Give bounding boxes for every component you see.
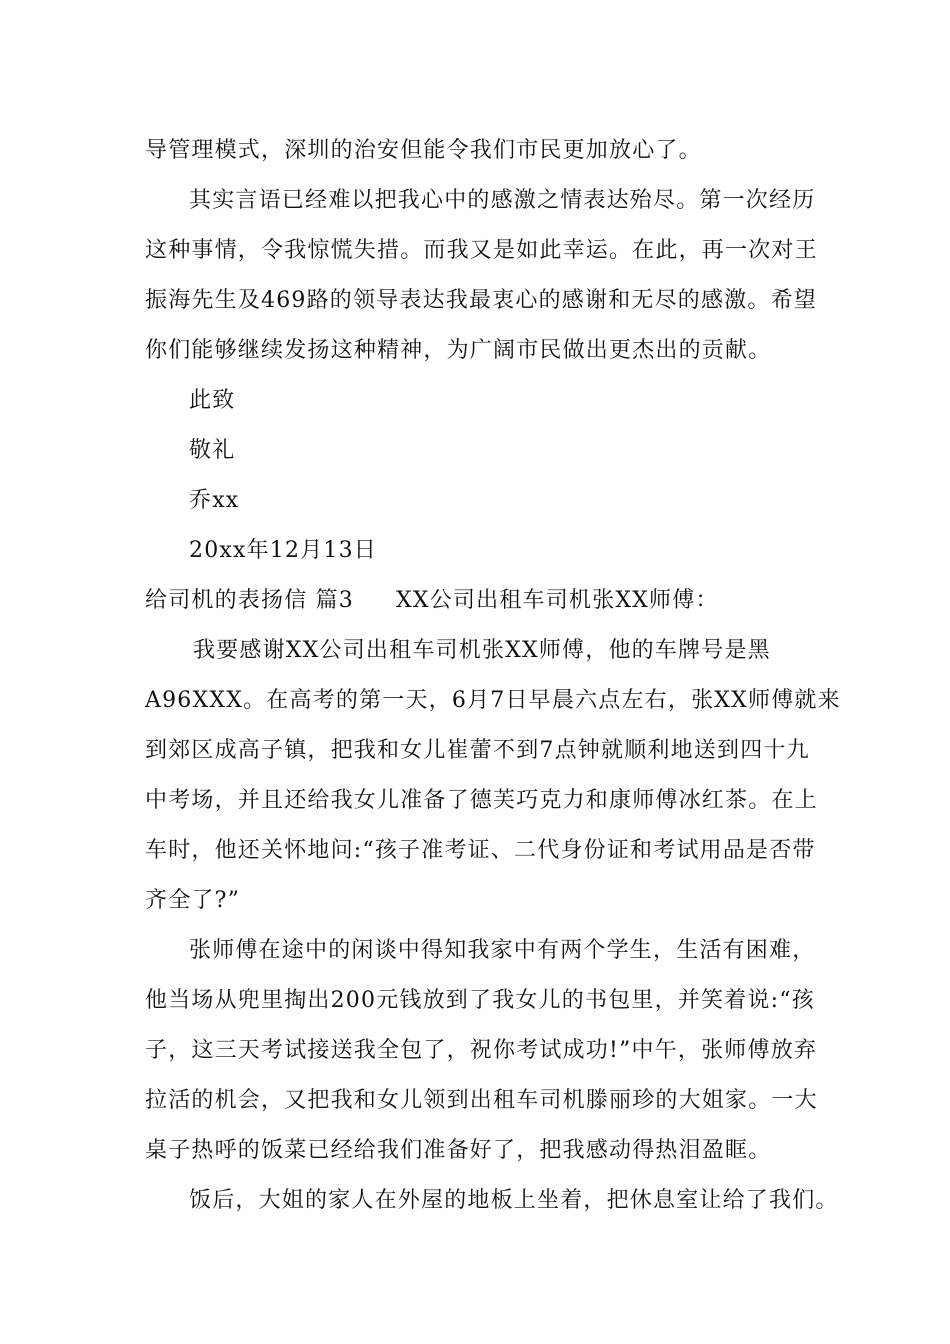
paragraph-line: 子，这三天考试接送我全包了，祝你考试成功!”中午，张师傅放弃 — [145, 1038, 818, 1063]
paragraph-line: 导管理模式，深圳的治安但能令我们市民更加放心了。 — [145, 138, 702, 163]
paragraph-line: 其实言语已经难以把我心中的感激之情表达殆尽。第一次经历 — [189, 188, 816, 213]
paragraph-line: 他当场从兜里掏出200元钱放到了我女儿的书包里，并笑着说:“孩 — [145, 988, 815, 1013]
paragraph-line: 到郊区成高子镇，把我和女儿崔蕾不到7点钟就顺利地送到四十九 — [145, 738, 810, 763]
paragraph-line: 车时，他还关怀地问:“孩子准考证、二代身份证和考试用品是否带 — [145, 838, 816, 863]
paragraph-line: A96XXX。在高考的第一天，6月7日早晨六点左右，张XX师傅就来 — [145, 688, 841, 713]
section-salutation: XX公司出租车司机张XX师傅： — [396, 588, 719, 613]
section-title: 给司机的表扬信 篇3 — [145, 588, 354, 613]
signature-date: 20xx年12月13日 — [189, 538, 377, 563]
paragraph-line: 桌子热呼的饭菜已经给我们准备好了，把我感动得热泪盈眶。 — [145, 1138, 772, 1163]
paragraph-line: 你们能够继续发扬这种精神，为广阔市民做出更杰出的贡献。 — [145, 338, 772, 363]
paragraph-line: 我要感谢XX公司出租车司机张XX师傅，他的车牌号是黑 — [193, 638, 771, 663]
paragraph-line: 这种事情，令我惊慌失措。而我又是如此幸运。在此，再一次对王 — [145, 238, 818, 263]
paragraph-line: 齐全了?” — [145, 888, 241, 913]
closing-line: 此致 — [189, 388, 236, 413]
paragraph-line: 张师傅在途中的闲谈中得知我家中有两个学生，生活有困难， — [189, 938, 816, 963]
section-heading-line — [145, 586, 825, 616]
signature-name: 乔xx — [189, 488, 240, 513]
closing-line: 敬礼 — [189, 438, 236, 463]
paragraph-line: 振海先生及469路的领导表达我最衷心的感谢和无尽的感激。希望 — [145, 288, 817, 313]
paragraph-line: 饭后，大姐的家人在外屋的地板上坐着，把休息室让给了我们。 — [189, 1188, 839, 1213]
paragraph-line: 拉活的机会，又把我和女儿领到出租车司机滕丽珍的大姐家。一大 — [145, 1088, 818, 1113]
paragraph-line: 中考场，并且还给我女儿准备了德芙巧克力和康师傅冰红茶。在上 — [145, 788, 818, 813]
